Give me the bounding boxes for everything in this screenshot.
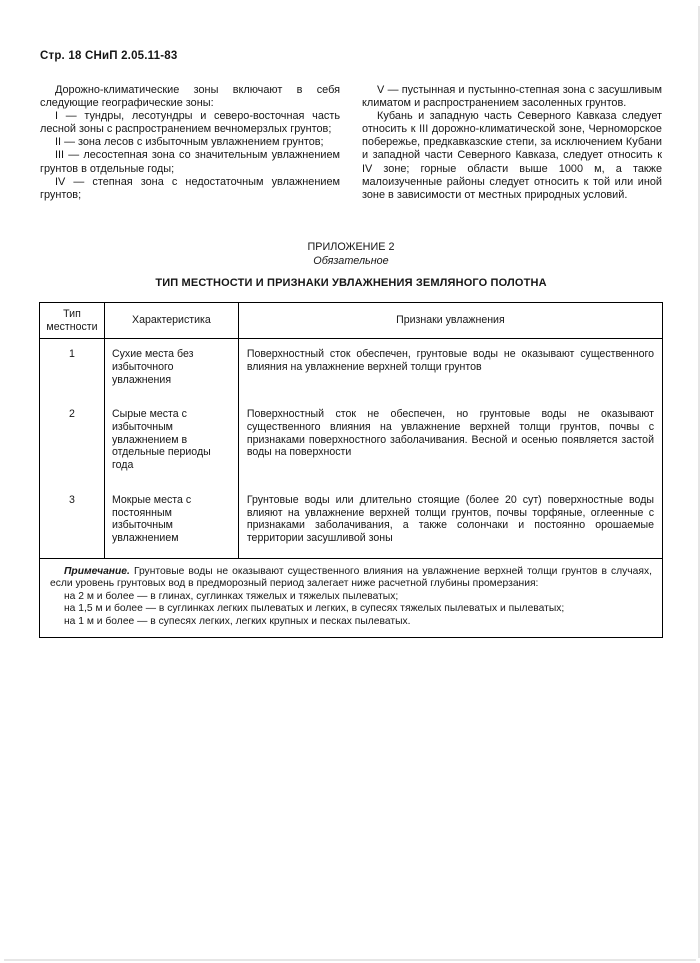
cell-type: 2: [69, 408, 75, 421]
intro-right-column: [362, 84, 662, 202]
terrain-moisture-table: [39, 302, 663, 638]
cell-characteristic: Сырые места с избыточным увлажнением в отдельные периоды года: [104, 399, 238, 485]
cell-characteristic: Мокрые места с постоянным избыточным увлажнением: [104, 485, 238, 558]
note-paragraph: [50, 566, 652, 591]
cell-signs: Поверхностный сток не обеспечен, но грунтовые воды не оказывают существенного влияния на увлажнение верхней толщи грунтов, почвы с признаками поверхностного заболачивания. Весной и осенью появляется застой воды на поверхности: [238, 399, 662, 485]
cell-signs: Поверхностный сток обеспечен, грунтовые воды не оказывают существенного влияния на увлажнение верхней толщи грунтов: [238, 339, 662, 400]
cell-characteristic: Сухие места без избыточного увлажнения: [104, 339, 238, 400]
zone-item-ii: II — зона лесов с избыточным увлажнением грунтов;: [55, 136, 324, 149]
intro-left-column: [40, 84, 340, 202]
column-header-signs: Признаки увлажнения: [238, 302, 662, 338]
zone-item-iv: IV — степная зона с недостаточным увлажнением грунтов;: [40, 175, 340, 201]
zone-item-iii: III — лесостепная зона со значительным увлажнением грунтов в отдельные годы;: [40, 149, 340, 175]
table-row: [40, 399, 663, 485]
appendix-subtitle: Обязательное: [313, 254, 389, 267]
table-header-row: [40, 302, 663, 338]
intro-two-columns: [40, 84, 662, 202]
appendix-title: ТИП МЕСТНОСТИ И ПРИЗНАКИ УВЛАЖНЕНИЯ ЗЕМЛЯНОГО ПОЛОТНА: [155, 276, 547, 289]
note-cell: [40, 558, 663, 638]
note-item: на 1,5 м и более — в суглинках легких пылеватых и легких, в супесях тяжелых пылеватых и пылеватых;: [64, 603, 565, 615]
page-header: Стр. 18 СНиП 2.05.11-83: [40, 50, 178, 62]
note-item: на 1 м и более — в супесях легких, легких крупных и песках пылеватых.: [64, 615, 411, 627]
cell-signs: Грунтовые воды или длительно стоящие (более 20 сут) поверхностные воды влияют на увлажнение верхней толщи грунтов, почвы торфяные, оглеенные с признаками заболачивания, а также солончаки и постоянно орошаемые территории засушливой зоны: [238, 485, 662, 558]
note-label: Примечание.: [64, 565, 130, 577]
cell-type: 1: [69, 348, 75, 361]
table-row: [40, 485, 663, 558]
zone-item-v: V — пустынная и пустынно-степная зона с засушливым климатом и распространением засоленных грунтов.: [362, 84, 662, 110]
intro-paragraph: Дорожно-климатические зоны включают в себя следующие географические зоны:: [40, 84, 340, 110]
table-row: [40, 339, 663, 400]
scan-edge-bottom: [4, 959, 696, 961]
note-item: на 2 м и более — в глинах, суглинках тяжелых и тяжелых пылеватых;: [64, 590, 399, 602]
region-assignment-paragraph: Кубань и западную часть Северного Кавказа следует относить к III дорожно-климатической зоне, Черноморское побережье, предкавказские степи, за исключением Кубани и западной части Северного Кавказа, следует относить к IV зоне; горные области выше 1000 м, а также малоизученные районы следует относить к той или иной зоне в зависимости от местных природных условий.: [362, 110, 662, 201]
note-text: Грунтовые воды не оказывают существенного влияния на увлажнение верхней толщи грунтов в случаях, если уровень грунтовых вод в предморозный период залегает ниже расчетной глубины промерзания:: [50, 565, 652, 590]
table-note-row: [40, 558, 663, 638]
cell-type: 3: [69, 493, 75, 506]
column-header-characteristic: Характеристика: [104, 302, 238, 338]
page-content: [40, 50, 662, 638]
column-header-type: Тип местности: [40, 302, 105, 338]
zone-item-i: I — тундры, лесотундры и северо-восточная часть лесной зоны с распространением вечномерзлых грунтов;: [40, 110, 340, 136]
appendix-label: ПРИЛОЖЕНИЕ 2: [307, 240, 395, 253]
